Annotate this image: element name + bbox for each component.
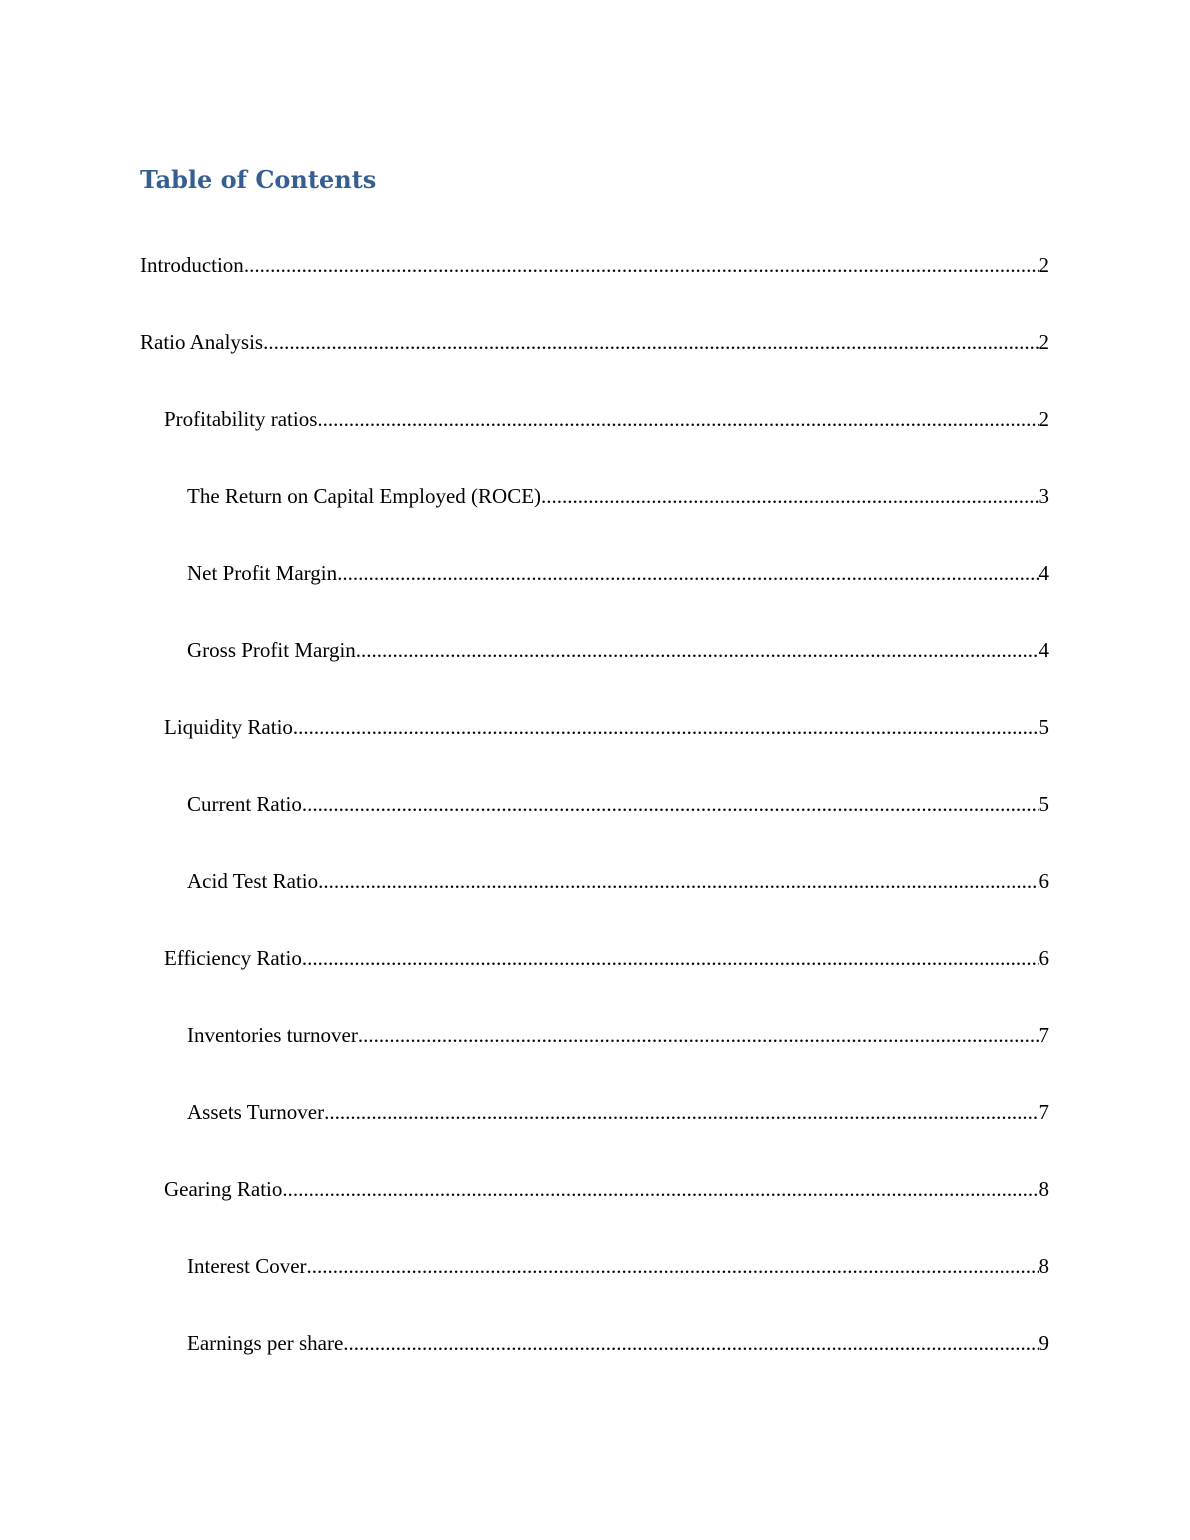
toc-page-number: 2 (1038, 330, 1049, 354)
toc-page-number: 2 (1038, 407, 1049, 431)
toc-entry-inventories-turnover[interactable] (187, 1020, 1049, 1050)
dot-leader (343, 1328, 1038, 1358)
toc-page-number: 5 (1038, 792, 1049, 816)
toc-page-number: 3 (1038, 484, 1049, 508)
toc-page-number: 4 (1038, 561, 1049, 585)
toc-page-number: 7 (1038, 1023, 1049, 1047)
toc-page-number: 8 (1038, 1177, 1049, 1201)
dot-leader (307, 1251, 1039, 1281)
toc-entry-label: Inventories turnover (187, 1023, 358, 1047)
dot-leader (318, 866, 1038, 896)
dot-leader (541, 481, 1038, 511)
toc-page-number: 9 (1038, 1331, 1049, 1355)
dot-leader (324, 1097, 1038, 1127)
toc-entry-gearing-ratio[interactable] (164, 1174, 1049, 1204)
toc-entry-label: The Return on Capital Employed (ROCE) (187, 484, 542, 508)
toc-entry-label: Assets Turnover (187, 1100, 325, 1124)
toc-entry-earnings-per-share[interactable] (187, 1328, 1049, 1358)
toc-entry-label: Current Ratio (187, 792, 302, 816)
dot-leader (358, 1020, 1039, 1050)
toc-entry-profitability-ratios[interactable] (164, 404, 1049, 434)
toc-entry-label: Profitability ratios (164, 407, 318, 431)
toc-entry-label: Net Profit Margin (187, 561, 338, 585)
dot-leader (302, 943, 1039, 973)
toc-entry-current-ratio[interactable] (187, 789, 1049, 819)
dot-leader (263, 327, 1038, 357)
dot-leader (282, 1174, 1038, 1204)
toc-heading: Table of Contents (140, 165, 377, 194)
toc-page-number: 6 (1038, 869, 1049, 893)
toc-page-number: 4 (1038, 638, 1049, 662)
toc-entry-net-profit-margin[interactable] (187, 558, 1049, 588)
toc-entry-label: Acid Test Ratio (187, 869, 319, 893)
toc-entry-assets-turnover[interactable] (187, 1097, 1049, 1127)
dot-leader (244, 250, 1039, 280)
dot-leader (337, 558, 1038, 588)
toc-page-number: 8 (1038, 1254, 1049, 1278)
toc-entry-label: Ratio Analysis (140, 330, 264, 354)
toc-page-number: 2 (1038, 253, 1049, 277)
toc-entry-label: Introduction (140, 253, 244, 277)
dot-leader (302, 789, 1039, 819)
toc-entry-label: Gearing Ratio (164, 1177, 283, 1201)
toc-entry-interest-cover[interactable] (187, 1251, 1049, 1281)
toc-entry-label: Earnings per share (187, 1331, 344, 1355)
toc-entry-introduction[interactable] (140, 250, 1049, 280)
toc-page-number: 6 (1038, 946, 1049, 970)
toc-entry-ratio-analysis[interactable] (140, 327, 1049, 357)
toc-entry-label: Liquidity Ratio (164, 715, 293, 739)
toc-entry-label: Gross Profit Margin (187, 638, 356, 662)
toc-page-number: 7 (1038, 1100, 1049, 1124)
dot-leader (356, 635, 1039, 665)
toc-entry-label: Efficiency Ratio (164, 946, 302, 970)
dot-leader (293, 712, 1039, 742)
toc-entry-gross-profit-margin[interactable] (187, 635, 1049, 665)
toc-page-number: 5 (1038, 715, 1049, 739)
toc-entry-liquidity-ratio[interactable] (164, 712, 1049, 742)
dot-leader (317, 404, 1038, 434)
toc-entry-acid-test-ratio[interactable] (187, 866, 1049, 896)
toc-entry-roce[interactable] (187, 481, 1049, 511)
toc-entry-efficiency-ratio[interactable] (164, 943, 1049, 973)
toc-entry-label: Interest Cover (187, 1254, 307, 1278)
